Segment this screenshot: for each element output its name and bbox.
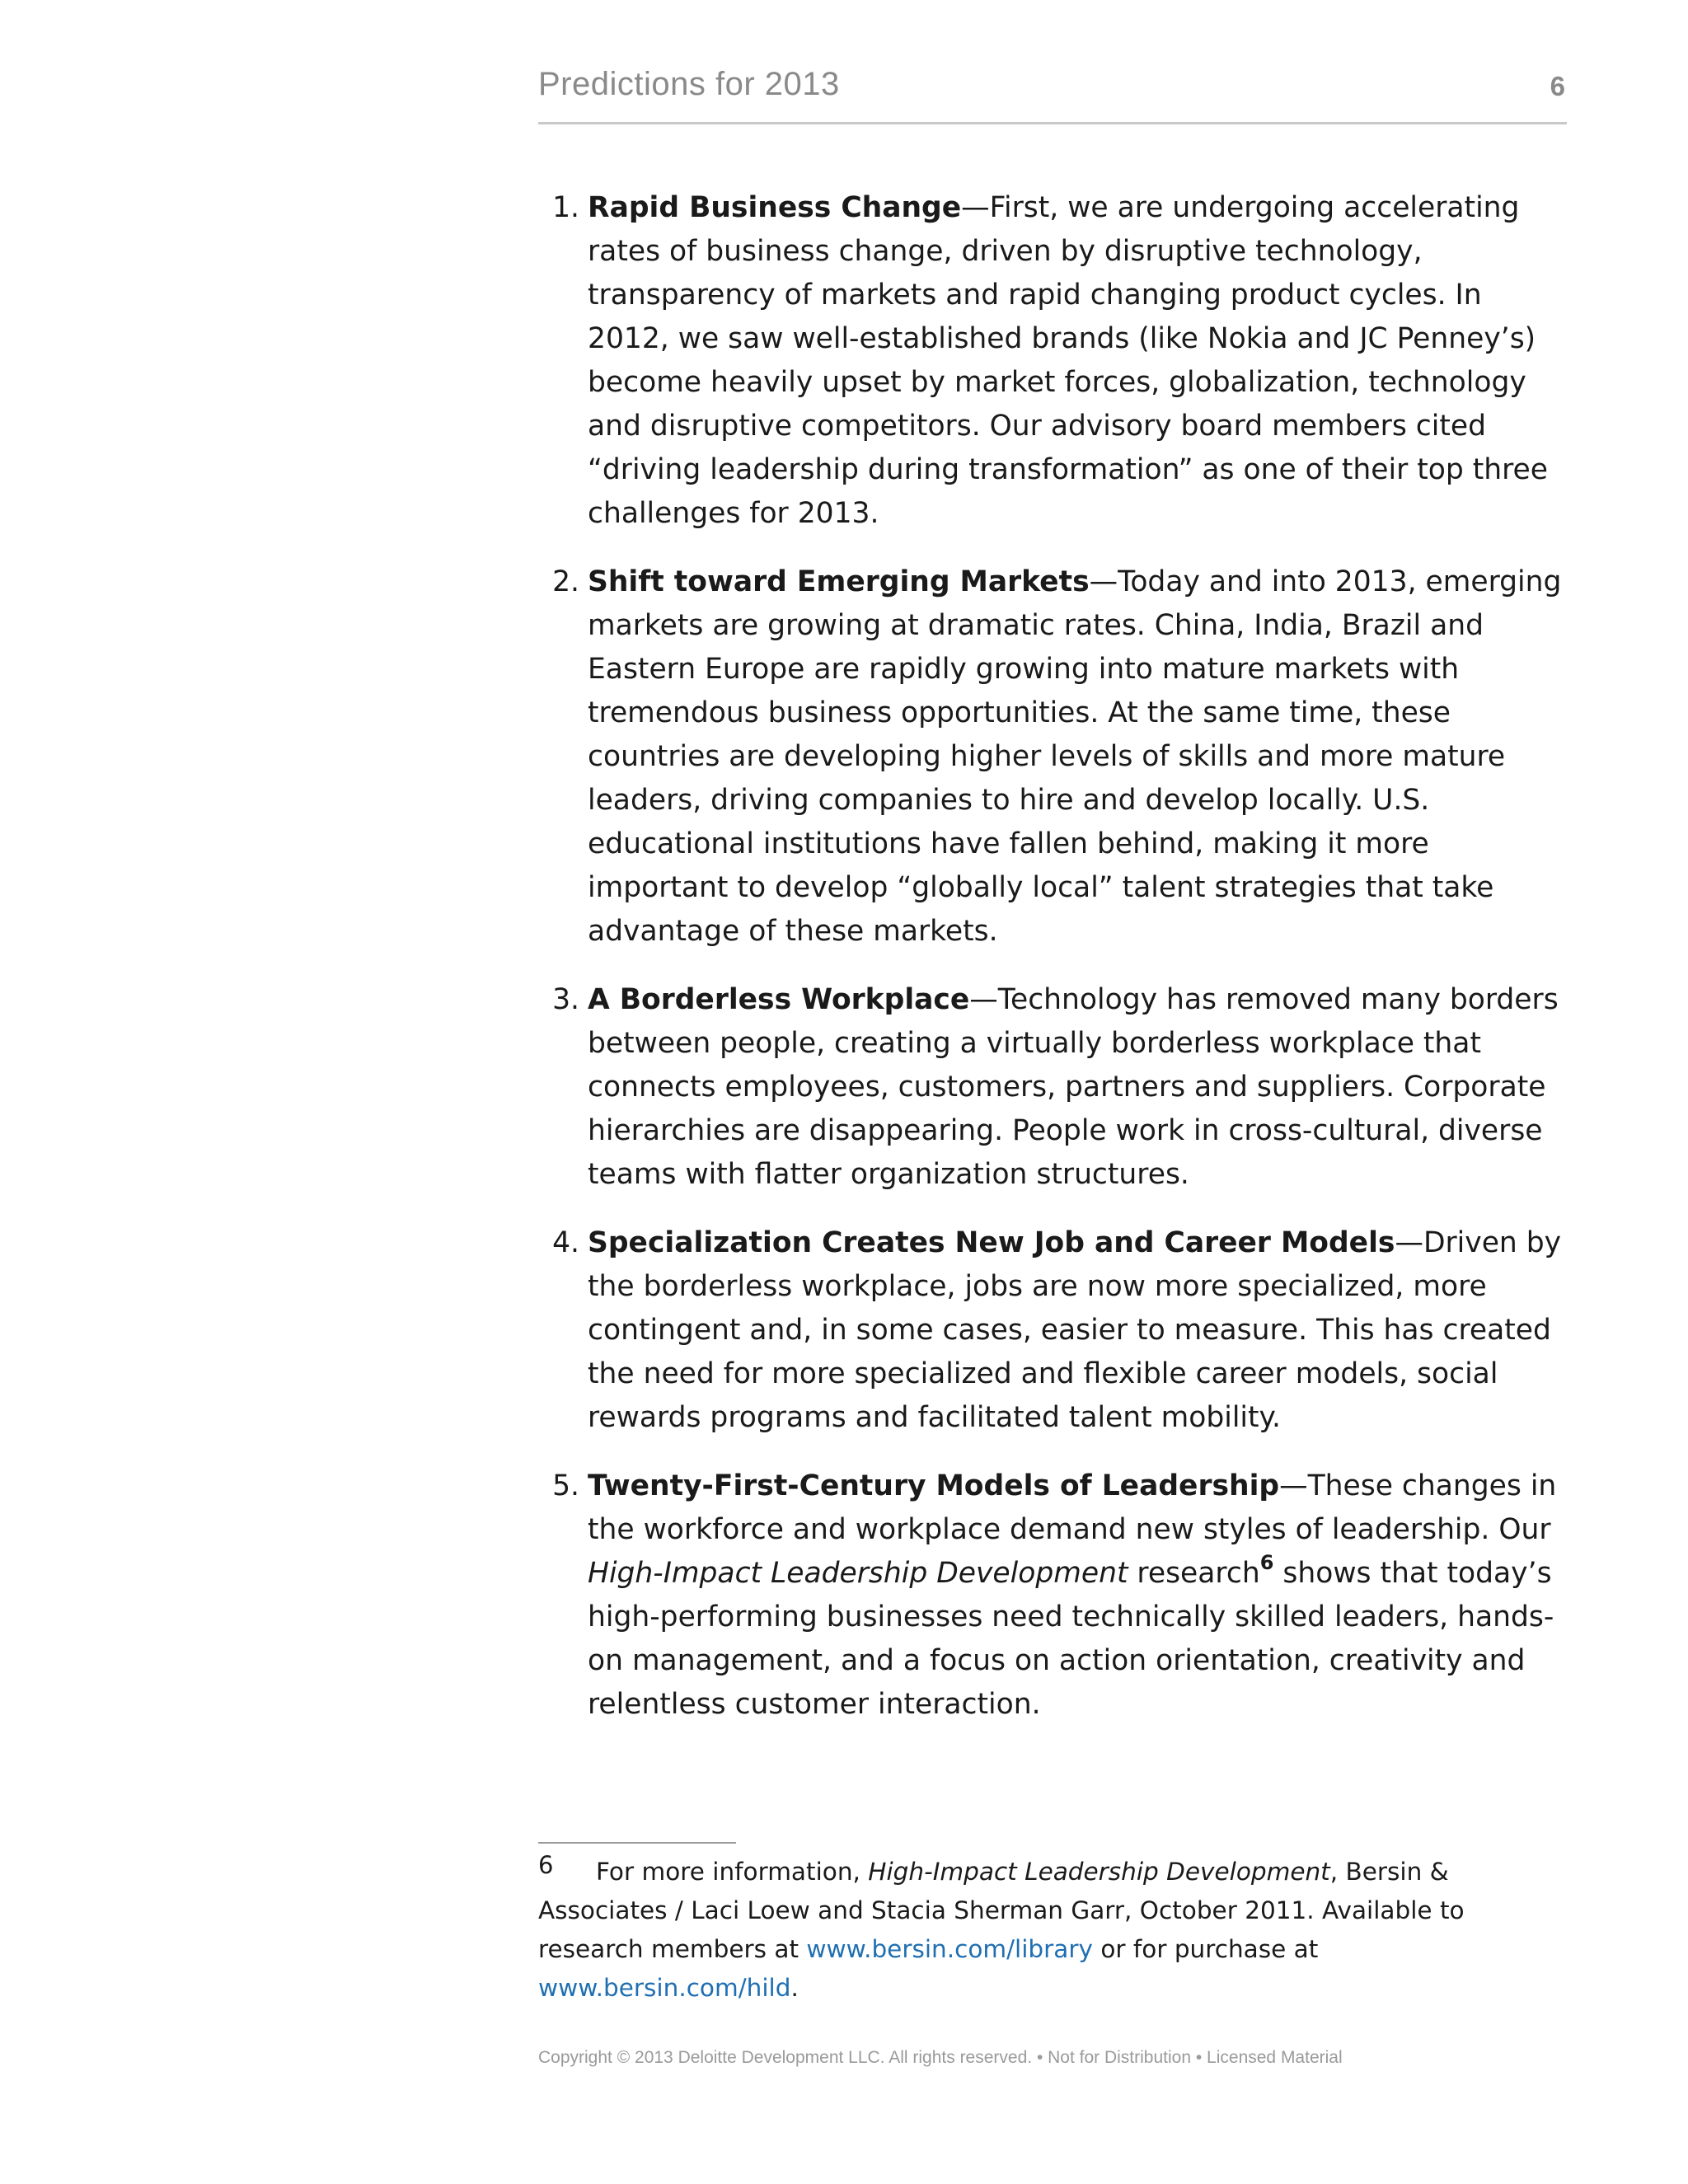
list-item-title: Shift toward Emerging Markets [588,565,1090,598]
footnote-divider [538,1842,736,1844]
footnote-text: , Bersin & Associates / Laci Loew and Stacia Sherman Garr, October 2011. Available to research members at [538,1858,1465,1963]
citation-title: High-Impact Leadership Development [588,1557,1128,1590]
library-link[interactable]: www.bersin.com/library [806,1935,1093,1963]
list-item-text: —Driven by the borderless workplace, jobs are now more specialized, more contingent and, in some cases, easier to measure. This has created the need for more specialized and flexible career models, social rewards programs and facilitated talent mobility. [588,1226,1562,1434]
list-item [538,1221,1567,1440]
list-item-number: 1. [552,191,579,224]
footnote-text: For more information, [596,1858,869,1886]
list-item-title: Specialization Creates New Job and Career Models [588,1226,1395,1259]
document-page [538,0,1567,2184]
list-item-text: research [1128,1557,1260,1590]
footnote-marker: 6 [538,1851,554,1879]
list-item-text: —Today and into 2013, emerging markets are growing at dramatic rates. China, India, Brazil and Eastern Europe are rapidly growing into mature markets with tremendous business opportunities. At the same time, these countries are developing higher levels of skills and more mature leaders, driving companies to hire and develop locally. U.S. educational institutions have fallen behind, making it more important to develop “globally local” talent strategies that take advantage of these markets. [588,565,1562,948]
list-item-number: 5. [552,1469,579,1502]
hild-link[interactable]: www.bersin.com/hild [538,1974,791,2002]
list-item [538,978,1567,1197]
predictions-list [538,186,1567,1751]
list-item [538,1465,1567,1727]
header-title: Predictions for 2013 [538,66,840,102]
page-number: 6 [1550,71,1565,101]
list-item-number: 2. [552,565,579,598]
list-item-title: Rapid Business Change [588,191,962,224]
list-item-text: —Technology has removed many borders between people, creating a virtually borderless workplace that connects employees, customers, partners and suppliers. Corporate hierarchies are disappearing. People work in cross-cultural, diverse teams with flatter organization structures. [588,983,1559,1191]
footnote-text: or for purchase at [1092,1935,1319,1963]
list-item [538,560,1567,954]
footnote-text: . [790,1974,799,2002]
list-item-text: —These changes in the workforce and workplace demand new styles of leadership. Our [588,1469,1557,1546]
list-item-text: shows that today’s high-performing businesses need technically skilled leaders, hands-on management, and a focus on action orientation, creativity and relentless customer interaction. [588,1557,1554,1721]
copyright-notice: Copyright © 2013 Deloitte Development LLC. All rights reserved. • Not for Distribution • Licensed Material [538,2048,1343,2067]
list-item-text: —First, we are undergoing accelerating rates of business change, driven by disruptive technology, transparency of markets and rapid changing product cycles. In 2012, we saw well-established brands (like Nokia and JC Penney’s) become heavily upset by market forces, globalization, technology and disruptive competitors. Our advisory board members cited “driving leadership during transformation” as one of their top three challenges for 2013. [588,191,1548,530]
list-item-title: A Borderless Workplace [588,983,970,1016]
footnote-reference[interactable]: 6 [1259,1550,1274,1574]
list-item-title: Twenty-First-Century Models of Leadership [588,1469,1280,1502]
list-item [538,186,1567,536]
footnote [538,1853,1567,2008]
page-header [538,66,1567,124]
list-item-number: 4. [552,1226,579,1259]
footnote-citation: High-Impact Leadership Development [868,1858,1330,1886]
list-item-number: 3. [552,983,579,1016]
